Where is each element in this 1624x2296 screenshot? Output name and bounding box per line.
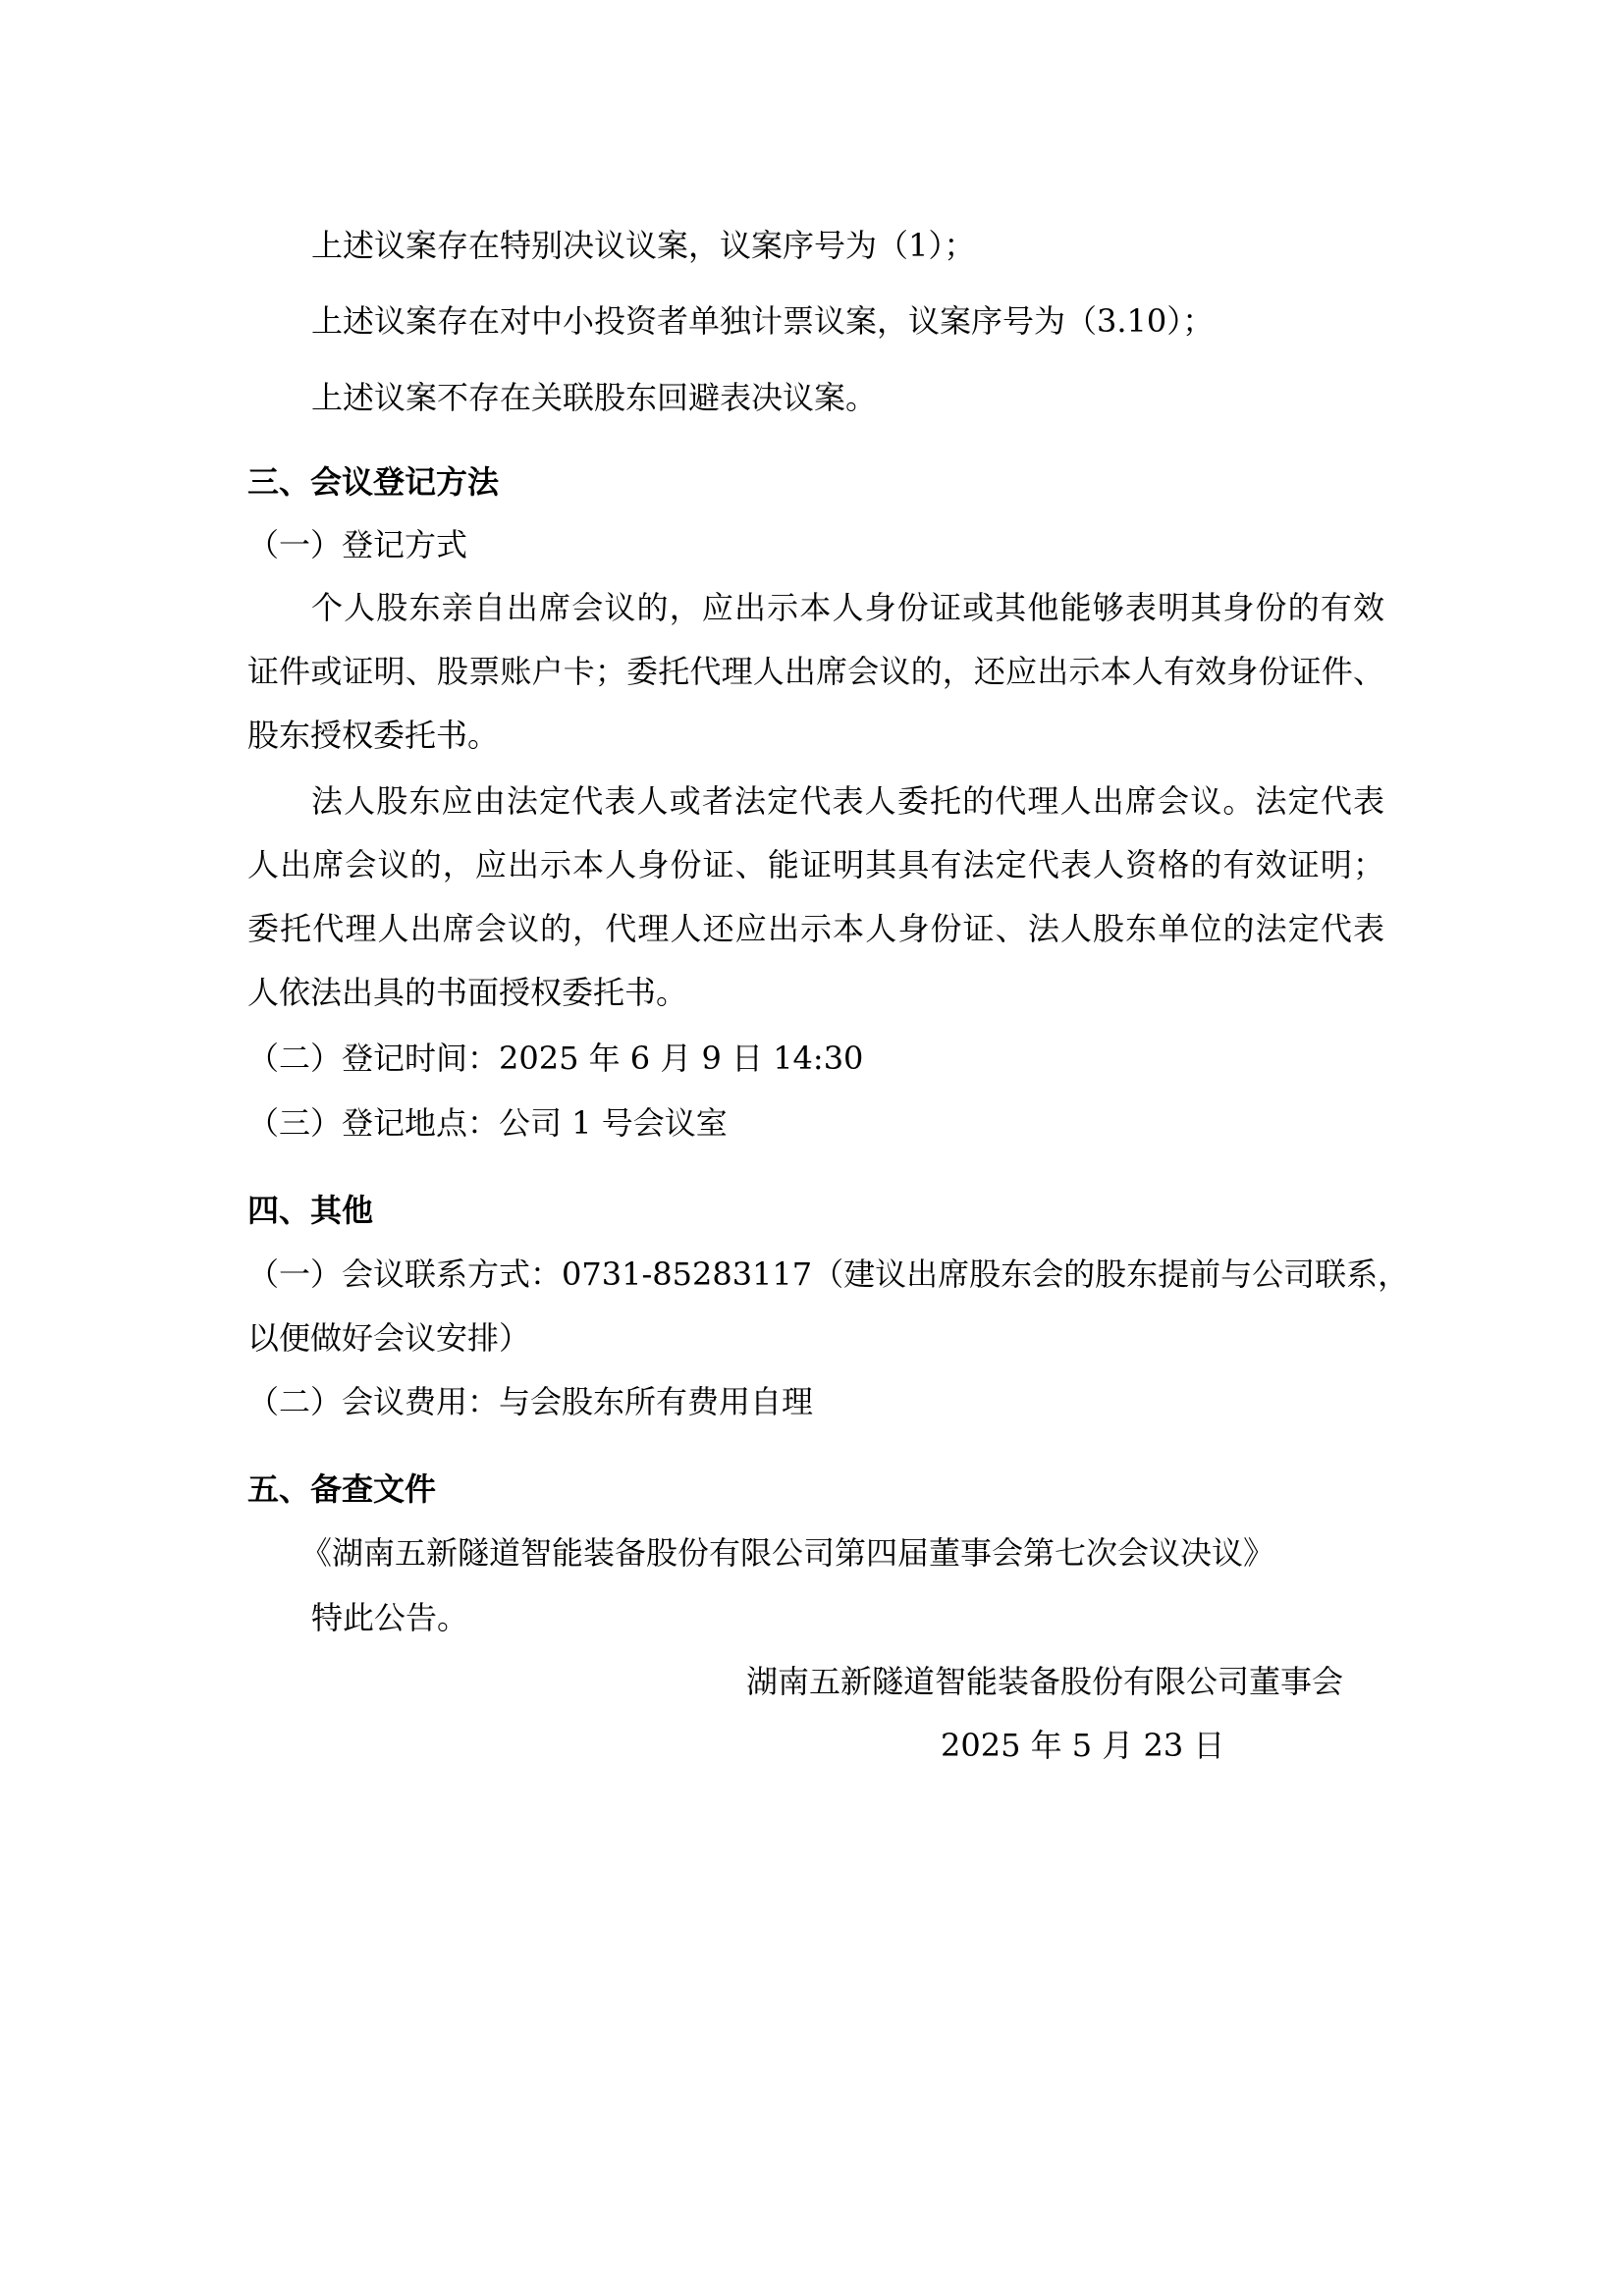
related-party-note: 上述议案不存在关联股东回避表决议案。 — [311, 379, 878, 416]
special-resolution-note: 上述议案存在特别决议议案，议案序号为（1）； — [311, 227, 976, 264]
closing-statement: 特此公告。 — [311, 1599, 469, 1636]
paragraph-line: 个人股东亲自出席会议的，应出示本人身份证或其他能够表明其身份的有效 — [311, 589, 1384, 626]
signature-date: 2025 年 5 月 23 日 — [941, 1727, 1225, 1764]
section4-heading: 四、其他 — [247, 1192, 374, 1229]
contact-line: 以便做好会议安排） — [247, 1319, 531, 1357]
paragraph-line: 委托代理人出席会议的，代理人还应出示本人身份证、法人股东单位的法定代表 — [247, 910, 1384, 947]
meeting-expenses: （二）会议费用：与会股东所有费用自理 — [247, 1383, 814, 1420]
reference-document: 《湖南五新隧道智能装备股份有限公司第四届董事会第七次会议决议》 — [300, 1534, 1275, 1572]
paragraph-line: 股东授权委托书。 — [247, 717, 500, 754]
contact-line: （一）会议联系方式：0731-85283117（建议出席股东会的股东提前与公司联系， — [247, 1255, 1410, 1293]
section3-heading: 三、会议登记方法 — [247, 463, 500, 501]
minority-vote-note: 上述议案存在对中小投资者单独计票议案，议案序号为（3.10）； — [311, 302, 1215, 340]
registration-time: （二）登记时间：2025 年 6 月 9 日 14:30 — [247, 1040, 864, 1077]
section3-sub1-title: （一）登记方式 — [247, 526, 468, 563]
signature-company: 湖南五新隧道智能装备股份有限公司董事会 — [746, 1663, 1344, 1700]
paragraph-line: 证件或证明、股票账户卡；委托代理人出席会议的，还应出示本人有效身份证件、 — [247, 653, 1384, 690]
registration-place: （三）登记地点：公司 1 号会议室 — [247, 1104, 728, 1142]
paragraph-line: 法人股东应由法定代表人或者法定代表人委托的代理人出席会议。法定代表 — [311, 782, 1384, 820]
section5-heading: 五、备查文件 — [247, 1470, 437, 1508]
paragraph-line: 人出席会议的，应出示本人身份证、能证明其具有法定代表人资格的有效证明； — [247, 846, 1384, 883]
paragraph-line: 人依法出具的书面授权委托书。 — [247, 974, 688, 1011]
